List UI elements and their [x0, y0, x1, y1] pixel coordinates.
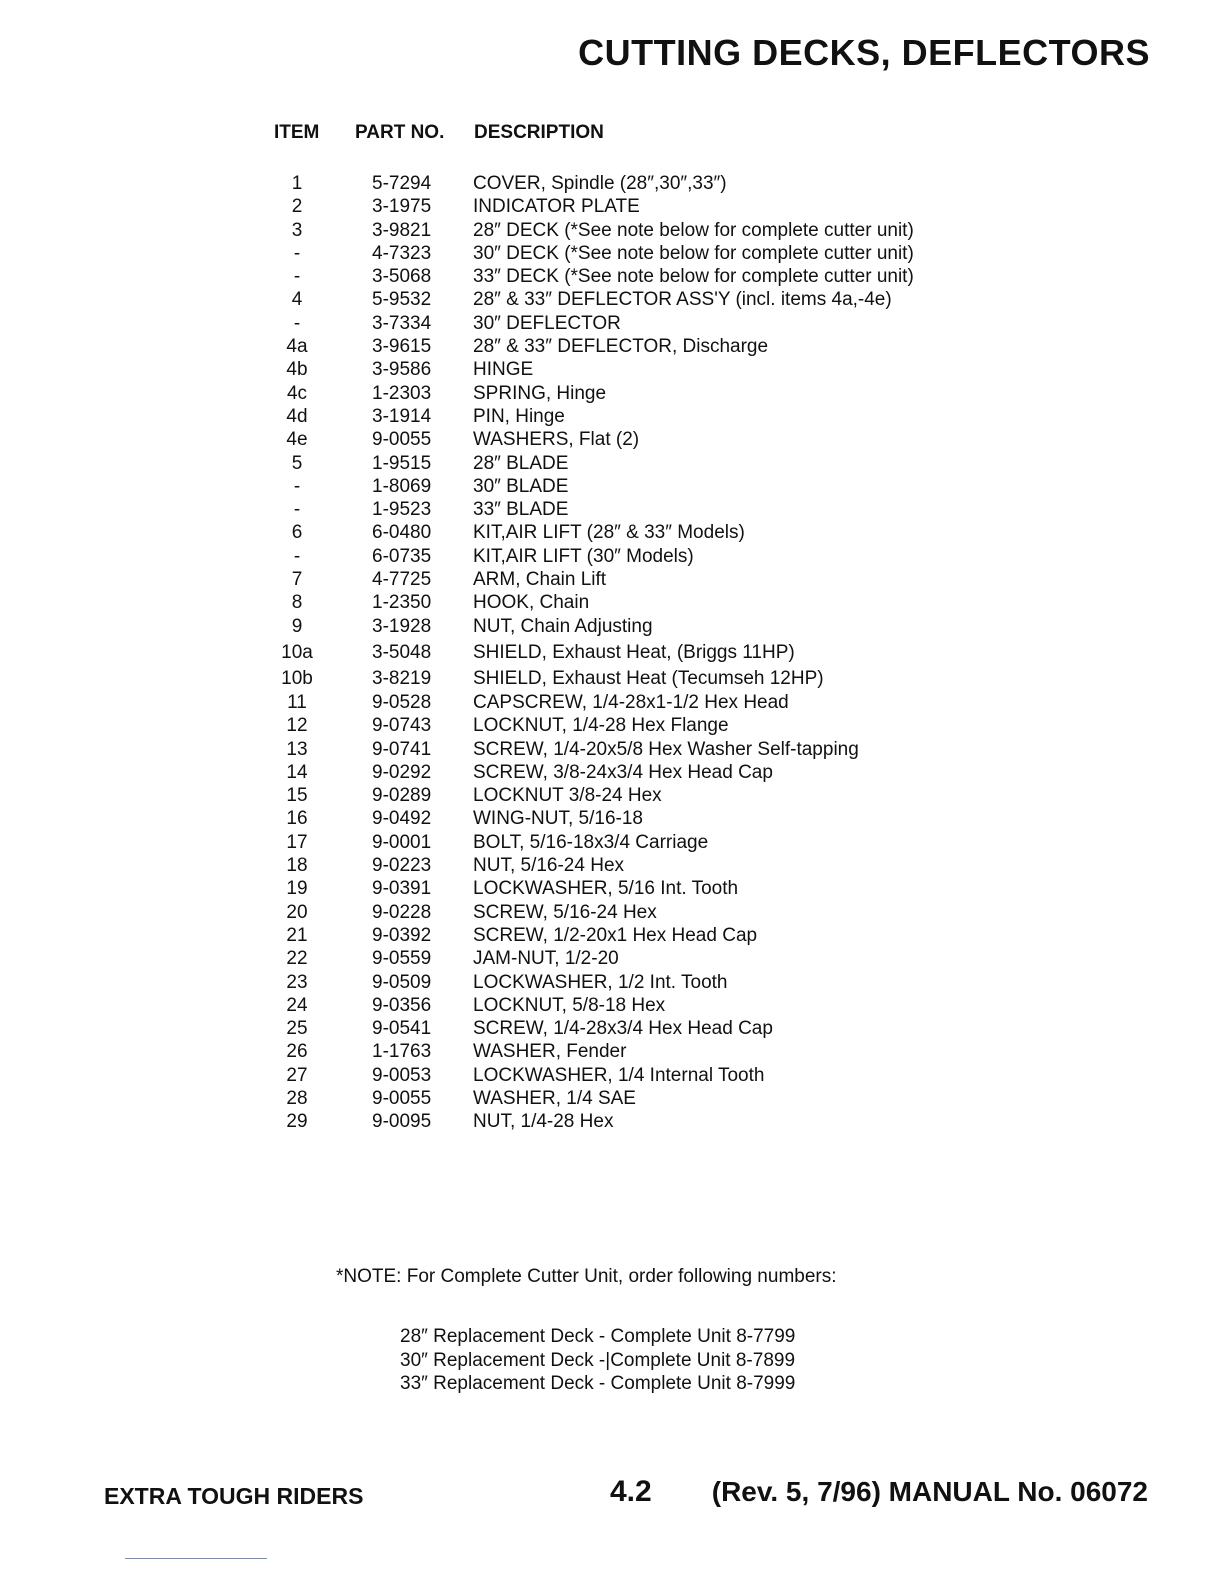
description-cell: PIN, Hinge	[473, 405, 565, 427]
item-cell: 8	[291, 592, 303, 614]
description-cell: WASHER, Fender	[473, 1041, 627, 1063]
description-cell: WING-NUT, 5/16-18	[473, 808, 643, 830]
description-cell: SPRING, Hinge	[473, 382, 607, 404]
table-row	[0, 738, 1224, 761]
part-no-cell: 9-0356	[372, 994, 432, 1016]
part-no-cell: 9-0223	[372, 855, 432, 877]
item-column-header: ITEM	[274, 122, 320, 143]
replacement-deck-30: 30″ Replacement Deck -|Complete Unit 8-7899	[400, 1349, 796, 1371]
table-row	[0, 831, 1224, 854]
replacement-deck-33: 33″ Replacement Deck - Complete Unit 8-7999	[400, 1373, 796, 1394]
table-row	[0, 638, 1224, 665]
item-cell: 25	[286, 1018, 308, 1040]
description-cell: SCREW, 3/8-24x3/4 Hex Head Cap	[473, 761, 773, 783]
footer-product-name: EXTRA TOUGH RIDERS	[104, 1483, 364, 1509]
description-cell: LOCKWASHER, 1/2 Int. Tooth	[473, 971, 728, 993]
part-no-cell: 1-1763	[372, 1041, 432, 1063]
part-no-cell: 5-7294	[372, 173, 432, 194]
item-cell: -	[293, 266, 301, 288]
table-row	[0, 854, 1224, 877]
part-no-cell: 3-1928	[372, 615, 432, 637]
description-cell: CAPSCREW, 1/4-28x1-1/2 Hex Head	[473, 691, 789, 713]
part-no-cell: 3-5068	[372, 266, 432, 288]
table-row	[0, 452, 1224, 475]
part-no-cell: 4-7323	[372, 242, 432, 264]
table-row	[0, 405, 1224, 428]
item-cell: 4a	[286, 336, 308, 358]
description-cell: LOCKNUT, 1/4-28 Hex Flange	[473, 715, 729, 737]
table-row	[0, 901, 1224, 924]
table-row	[0, 714, 1224, 737]
part-no-cell: 3-9821	[372, 219, 432, 241]
part-no-cell: 3-7334	[372, 312, 432, 334]
part-no-cell: 3-9586	[372, 359, 432, 381]
part-no-cell: 9-0001	[372, 831, 432, 853]
description-cell: 28″ DECK (*See note below for complete cutter unit)	[473, 219, 914, 241]
part-no-cell: 9-0541	[372, 1018, 432, 1040]
item-cell: 12	[286, 715, 308, 737]
table-row	[0, 761, 1224, 784]
item-cell: 4d	[286, 405, 308, 427]
table-row	[0, 807, 1224, 830]
table-row	[0, 664, 1224, 691]
description-cell: 30″ BLADE	[473, 475, 569, 497]
item-cell: -	[293, 499, 301, 521]
table-row	[0, 172, 1224, 195]
item-cell: 4b	[286, 359, 308, 381]
table-row	[0, 591, 1224, 614]
description-cell: 28″ & 33″ DEFLECTOR, Discharge	[473, 336, 769, 358]
description-cell: SCREW, 1/4-20x5/8 Hex Washer Self-tapping	[473, 738, 859, 760]
part-no-cell: 9-0289	[372, 785, 432, 807]
item-cell: 3	[291, 219, 303, 241]
item-cell: -	[293, 475, 301, 497]
item-cell: 4	[291, 289, 303, 311]
description-cell: 33″ BLADE	[473, 499, 569, 521]
description-cell: SCREW, 1/2-20x1 Hex Head Cap	[473, 924, 758, 946]
item-cell: 17	[286, 831, 308, 853]
item-cell: 9	[291, 615, 303, 637]
description-cell: 33″ DECK (*See note below for complete cutter unit)	[473, 266, 914, 288]
description-cell: LOCKWASHER, 5/16 Int. Tooth	[473, 878, 739, 900]
item-cell: 21	[286, 924, 308, 946]
table-row	[0, 877, 1224, 900]
part-no-cell: 9-0741	[372, 738, 432, 760]
table-row	[0, 265, 1224, 288]
part-no-cell: 9-0095	[372, 1111, 432, 1133]
item-cell: 16	[286, 808, 308, 830]
description-cell: 30″ DEFLECTOR	[473, 312, 621, 334]
item-cell: 26	[286, 1041, 308, 1063]
table-row	[0, 947, 1224, 970]
table-row	[0, 568, 1224, 591]
table-row	[0, 358, 1224, 381]
replacement-deck-list	[400, 1325, 795, 1396]
table-row	[0, 691, 1224, 714]
item-cell: 19	[286, 878, 308, 900]
description-column-header: DESCRIPTION	[474, 122, 604, 143]
description-cell: SCREW, 5/16-24 Hex	[473, 901, 657, 923]
item-cell: 10a	[281, 641, 313, 663]
table-header	[0, 122, 1224, 148]
description-cell: 28″ BLADE	[473, 452, 569, 474]
item-cell: -	[293, 312, 301, 334]
description-cell: NUT, 1/4-28 Hex	[473, 1111, 614, 1133]
part-no-cell: 9-0055	[372, 1087, 432, 1109]
item-cell: 5	[291, 452, 303, 474]
table-row	[0, 784, 1224, 807]
description-cell: SCREW, 1/4-28x3/4 Hex Head Cap	[473, 1018, 773, 1040]
footer-page-number: 4.2	[610, 1475, 652, 1508]
item-cell: 24	[286, 994, 308, 1016]
description-cell: BOLT, 5/16-18x3/4 Carriage	[473, 831, 709, 853]
item-cell: -	[293, 545, 301, 567]
part-no-cell: 9-0528	[372, 691, 432, 713]
item-cell: 1	[291, 173, 303, 194]
table-row	[0, 1087, 1224, 1110]
table-row	[0, 475, 1224, 498]
replacement-deck-28: 28″ Replacement Deck - Complete Unit 8-7799	[400, 1326, 796, 1347]
description-cell: LOCKWASHER, 1/4 Internal Tooth	[473, 1064, 765, 1086]
item-cell: 7	[291, 569, 303, 591]
item-cell: 4e	[286, 429, 308, 451]
description-cell: KIT,AIR LIFT (30″ Models)	[473, 545, 694, 567]
part-no-cell: 3-9615	[372, 336, 432, 358]
item-cell: 29	[286, 1111, 308, 1133]
part-no-cell: 9-0053	[372, 1064, 432, 1086]
table-row	[0, 195, 1224, 218]
description-cell: INDICATOR PLATE	[473, 196, 640, 218]
description-cell: NUT, Chain Adjusting	[473, 615, 653, 637]
part-no-cell: 9-0055	[372, 429, 432, 451]
part-no-cell: 9-0391	[372, 878, 432, 900]
item-cell: 15	[286, 785, 308, 807]
item-cell: 20	[286, 901, 308, 923]
part-no-column-header: PART NO.	[355, 122, 445, 143]
table-row	[0, 1040, 1224, 1063]
table-row	[0, 498, 1224, 521]
description-cell: NUT, 5/16-24 Hex	[473, 855, 625, 877]
description-cell: LOCKNUT 3/8-24 Hex	[473, 785, 662, 807]
description-cell: 30″ DECK (*See note below for complete cutter unit)	[473, 242, 914, 264]
item-cell: 4c	[286, 382, 308, 404]
table-row	[0, 924, 1224, 947]
table-row	[0, 971, 1224, 994]
part-no-cell: 5-9532	[372, 289, 432, 311]
item-cell: 23	[286, 971, 308, 993]
part-no-cell: 9-0509	[372, 971, 432, 993]
part-no-cell: 3-1914	[372, 405, 432, 427]
table-row	[0, 521, 1224, 544]
part-no-cell: 9-0743	[372, 715, 432, 737]
part-no-cell: 1-8069	[372, 475, 432, 497]
table-row	[0, 615, 1224, 638]
item-cell: 28	[286, 1087, 308, 1109]
description-cell: KIT,AIR LIFT (28″ & 33″ Models)	[473, 522, 745, 544]
table-row	[0, 1064, 1224, 1087]
table-row	[0, 382, 1224, 405]
description-cell: SHIELD, Exhaust Heat, (Briggs 11HP)	[473, 641, 795, 663]
table-row	[0, 312, 1224, 335]
item-cell: 10b	[281, 668, 313, 690]
part-no-cell: 6-0735	[372, 545, 432, 567]
item-cell: 13	[286, 738, 308, 760]
item-cell: 11	[287, 691, 307, 713]
table-row	[0, 219, 1224, 242]
description-cell: ARM, Chain Lift	[473, 569, 607, 591]
description-cell: HOOK, Chain	[473, 592, 590, 614]
table-row	[0, 242, 1224, 265]
table-row	[0, 428, 1224, 451]
table-row	[0, 288, 1224, 311]
table-row	[0, 1110, 1224, 1133]
part-no-cell: 1-9523	[372, 499, 432, 521]
description-cell: WASHER, 1/4 SAE	[473, 1087, 636, 1109]
page-title: CUTTING DECKS, DEFLECTORS	[578, 32, 1150, 73]
description-cell: HINGE	[473, 359, 534, 381]
footer-manual-number: (Rev. 5, 7/96) MANUAL No. 06072	[711, 1476, 1148, 1507]
part-no-cell: 1-2303	[372, 382, 432, 404]
item-cell: 6	[291, 522, 303, 544]
item-cell: -	[293, 242, 301, 264]
part-no-cell: 3-8219	[372, 668, 432, 690]
description-cell: 28″ & 33″ DEFLECTOR ASS'Y (incl. items 4a,-4e)	[473, 289, 892, 311]
part-no-cell: 6-0480	[372, 522, 432, 544]
part-no-cell: 9-0492	[372, 808, 432, 830]
parts-list	[0, 172, 1224, 1134]
part-no-cell: 9-0392	[372, 924, 432, 946]
item-cell: 2	[291, 196, 303, 218]
description-cell: COVER, Spindle (28″,30″,33″)	[473, 173, 727, 194]
item-cell: 27	[286, 1064, 308, 1086]
bottom-rule-divider	[125, 1558, 267, 1559]
table-row	[0, 994, 1224, 1017]
part-no-cell: 3-5048	[372, 641, 432, 663]
description-cell: JAM-NUT, 1/2-20	[473, 948, 619, 970]
part-no-cell: 1-2350	[372, 592, 432, 614]
item-cell: 14	[286, 761, 308, 783]
item-cell: 22	[286, 948, 308, 970]
part-no-cell: 9-0292	[372, 761, 432, 783]
table-row	[0, 545, 1224, 568]
part-no-cell: 9-0559	[372, 948, 432, 970]
description-cell: WASHERS, Flat (2)	[473, 429, 640, 451]
table-row	[0, 335, 1224, 358]
item-cell: 18	[286, 855, 308, 877]
part-no-cell: 9-0228	[372, 901, 432, 923]
part-no-cell: 3-1975	[372, 196, 432, 218]
table-row	[0, 1017, 1224, 1040]
description-cell: LOCKNUT, 5/8-18 Hex	[473, 994, 666, 1016]
cutter-unit-note: *NOTE: For Complete Cutter Unit, order following numbers:	[336, 1266, 837, 1287]
part-no-cell: 4-7725	[372, 569, 432, 591]
description-cell: SHIELD, Exhaust Heat (Tecumseh 12HP)	[473, 668, 824, 690]
part-no-cell: 1-9515	[372, 452, 432, 474]
